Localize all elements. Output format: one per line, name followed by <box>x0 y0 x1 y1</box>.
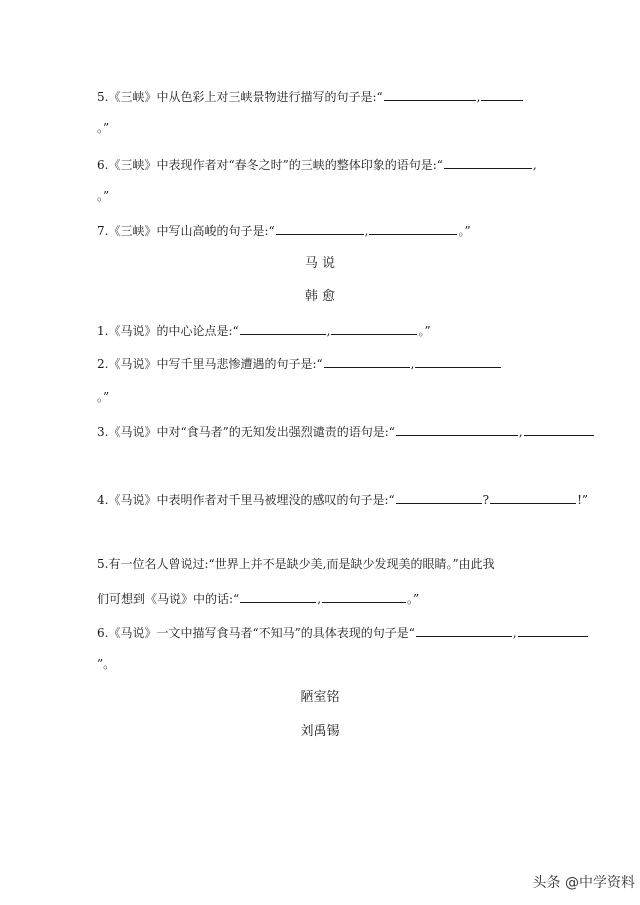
closing-mark: !” <box>577 493 589 507</box>
closing-mark: 。” <box>97 189 110 203</box>
question-text: 4.《马说》中表明作者对千里马被埋没的感叹的句子是:“ <box>97 493 395 507</box>
question-text: 5.《三峡》中从色彩上对三峡景物进行描写的句子是:“ <box>97 90 383 104</box>
mashuo-q4 <box>97 491 588 508</box>
separator: , <box>364 224 369 238</box>
answer-blank[interactable] <box>416 624 512 637</box>
mashuo-q6 <box>97 624 589 641</box>
section-author: 韩 愈 <box>304 289 336 304</box>
mashuo-q2 <box>97 355 502 372</box>
separator: , <box>512 626 517 640</box>
answer-blank[interactable] <box>481 88 523 101</box>
watermark: 头条 @中学资料 <box>532 875 635 891</box>
separator: , <box>518 425 523 439</box>
section-author: 刘禹锡 <box>300 724 340 739</box>
sanxia-q5-end <box>97 120 109 136</box>
answer-blank[interactable] <box>384 88 476 101</box>
closing-mark: ”。 <box>97 657 116 671</box>
answer-blank[interactable] <box>415 355 501 368</box>
question-text: 2.《马说》中写千里马悲惨遭遇的句子是:“ <box>97 357 323 371</box>
answer-blank[interactable] <box>240 590 316 603</box>
sanxia-q6-end <box>97 188 109 204</box>
separator: , <box>532 158 537 172</box>
question-text: 3.《马说》中对“食马者”的无知发出强烈谴责的语句是:“ <box>97 425 395 439</box>
answer-blank[interactable] <box>324 355 410 368</box>
closing-mark: 。” <box>407 592 420 606</box>
answer-blank[interactable] <box>396 423 518 436</box>
separator: , <box>326 324 331 338</box>
closing-mark: 。” <box>97 390 110 404</box>
answer-blank[interactable] <box>396 491 482 504</box>
answer-blank[interactable] <box>518 624 588 637</box>
mashuo-q2-end <box>97 389 109 405</box>
separator: , <box>410 357 415 371</box>
separator: ? <box>482 493 490 507</box>
closing-mark: 。” <box>418 324 431 338</box>
answer-blank[interactable] <box>369 222 457 235</box>
answer-blank[interactable] <box>524 423 594 436</box>
sanxia-q5 <box>97 88 524 105</box>
question-text: 6.《马说》一文中描写食马者“不知马”的具体表现的句子是“ <box>97 626 415 640</box>
sanxia-q7 <box>97 222 471 239</box>
closing-mark: 。” <box>458 224 471 238</box>
mashuo-q3 <box>97 423 595 440</box>
question-text: 1.《马说》的中心论点是:“ <box>97 324 239 338</box>
question-text: 6.《三峡》中表现作者对“春冬之时”的三峡的整体印象的语句是:“ <box>97 158 443 172</box>
mashuo-q5-line2 <box>97 590 419 607</box>
closing-mark: 。” <box>97 121 110 135</box>
separator: , <box>317 592 322 606</box>
question-text: 5.有一位名人曾说过:“世界上并不是缺少美,而是缺少发现美的眼睛。”由此我 <box>97 557 495 571</box>
answer-blank[interactable] <box>322 590 406 603</box>
answer-blank[interactable] <box>240 322 326 335</box>
section-title: 马 说 <box>304 256 336 271</box>
question-text: 7.《三峡》中写山高峻的句子是:“ <box>97 224 275 238</box>
mashuo-q6-end <box>97 656 115 672</box>
sanxia-q6 <box>97 156 537 173</box>
answer-blank[interactable] <box>276 222 364 235</box>
answer-blank[interactable] <box>490 491 576 504</box>
mashuo-q5-line1 <box>97 556 495 572</box>
answer-blank[interactable] <box>331 322 417 335</box>
question-text: 们可想到《马说》中的话:“ <box>97 592 240 606</box>
section-title: 陋室铭 <box>300 690 340 705</box>
answer-blank[interactable] <box>444 156 532 169</box>
mashuo-q1 <box>97 322 431 339</box>
separator: , <box>476 90 481 104</box>
